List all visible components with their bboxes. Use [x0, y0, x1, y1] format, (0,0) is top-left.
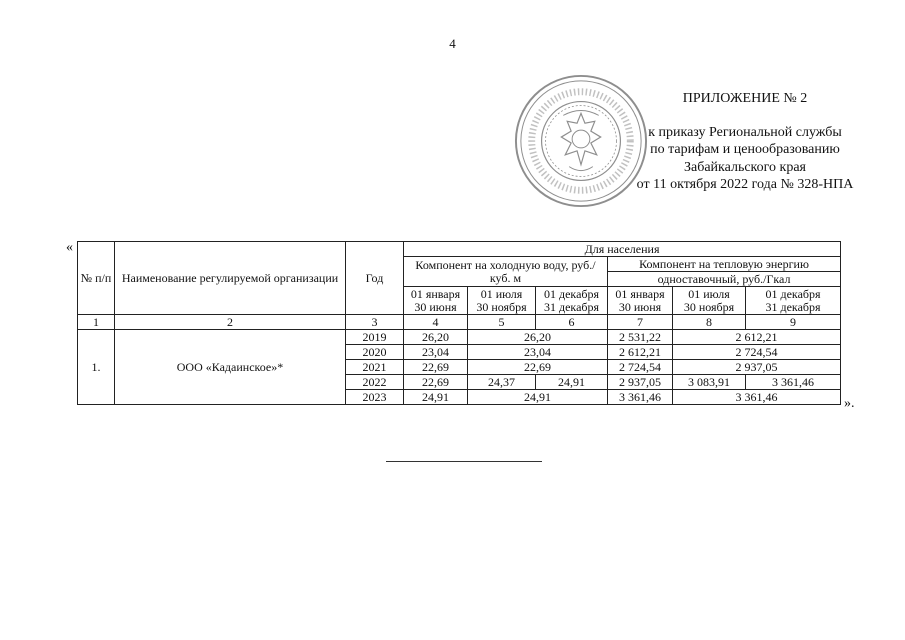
heat-cell: 2 531,22: [608, 330, 673, 345]
water-cell: 23,04: [404, 345, 468, 360]
appendix-block: [600, 90, 890, 194]
appendix-line: к приказу Региональной службы: [648, 124, 842, 140]
period-from: 01 января: [615, 286, 665, 301]
period-from: 01 июля: [688, 286, 730, 301]
period-to: 30 июня: [618, 299, 662, 314]
appendix-line: по тарифам и ценообразованию: [650, 142, 840, 157]
column-number: 4: [404, 315, 468, 330]
period-from: 01 декабря: [765, 286, 821, 301]
column-number: 7: [608, 315, 673, 330]
opening-quote: «: [66, 240, 73, 255]
heat-cell: 2 612,21: [608, 345, 673, 360]
header-heat-single-rate: одноставочный, руб./Гкал: [608, 272, 841, 287]
header-period-heat-3: [746, 287, 841, 315]
footer-divider: [386, 461, 542, 462]
column-number: 1: [78, 315, 115, 330]
water-cell: 24,91: [536, 375, 608, 390]
period-to: 30 ноября: [476, 299, 527, 314]
water-cell: 22,69: [468, 360, 608, 375]
year-cell: 2019: [346, 330, 404, 345]
header-num: № п/п: [78, 242, 115, 315]
heat-cell: 2 724,54: [608, 360, 673, 375]
column-number: 5: [468, 315, 536, 330]
year-cell: 2021: [346, 360, 404, 375]
year-cell: 2020: [346, 345, 404, 360]
header-year: Год: [346, 242, 404, 315]
header-period-water-1: [404, 287, 468, 315]
water-cell: 24,37: [468, 375, 536, 390]
closing-quote: ».: [844, 396, 855, 411]
column-number-row: [78, 315, 841, 330]
header-cold-water: Компонент на холодную воду, руб./куб. м: [404, 257, 608, 287]
heat-cell: 3 361,46: [673, 390, 841, 405]
header-period-water-2: [468, 287, 536, 315]
header-organization: Наименование регулируемой организации: [115, 242, 346, 315]
org-number: 1.: [78, 330, 115, 405]
water-cell: 22,69: [404, 360, 468, 375]
column-number: 9: [746, 315, 841, 330]
period-to: 30 ноября: [683, 299, 735, 314]
period-to: 30 июня: [414, 299, 457, 314]
water-cell: 23,04: [468, 345, 608, 360]
column-number: 8: [673, 315, 746, 330]
period-to: 31 декабря: [543, 299, 600, 314]
column-number: 6: [536, 315, 608, 330]
header-period-heat-2: [673, 287, 746, 315]
heat-cell: 2 724,54: [673, 345, 841, 360]
water-cell: 26,20: [468, 330, 608, 345]
heat-cell: 2 612,21: [673, 330, 841, 345]
page-number: 4: [449, 36, 456, 51]
appendix-line: Забайкальского края: [683, 159, 806, 175]
water-cell: 26,20: [404, 330, 468, 345]
appendix-heading: ПРИЛОЖЕНИЕ № 2: [682, 91, 808, 106]
year-cell: 2023: [346, 390, 404, 405]
heat-cell: 3 361,46: [608, 390, 673, 405]
water-cell: 24,91: [468, 390, 608, 405]
period-to: 31 декабря: [765, 299, 821, 314]
org-name: ООО «Кадаинское»*: [115, 330, 346, 405]
header-period-heat-1: [608, 287, 673, 315]
appendix-line: от 11 октября 2022 года № 328-НПА: [636, 177, 854, 192]
heat-cell: 3 361,46: [746, 375, 841, 390]
heat-cell: 2 937,05: [608, 375, 673, 390]
period-from: 01 января: [410, 286, 461, 301]
column-number: 2: [115, 315, 346, 330]
column-number: 3: [346, 315, 404, 330]
water-cell: 22,69: [404, 375, 468, 390]
period-from: 01 июля: [480, 286, 523, 301]
header-period-water-3: [536, 287, 608, 315]
heat-cell: 2 937,05: [673, 360, 841, 375]
period-from: 01 декабря: [543, 286, 600, 301]
heat-cell: 3 083,91: [673, 375, 746, 390]
header-for-population: Для населения: [404, 242, 841, 257]
water-cell: 24,91: [404, 390, 468, 405]
table-row: [78, 330, 841, 345]
header-heat: Компонент на тепловую энергию: [608, 257, 841, 272]
tariff-table: [77, 241, 841, 405]
year-cell: 2022: [346, 375, 404, 390]
